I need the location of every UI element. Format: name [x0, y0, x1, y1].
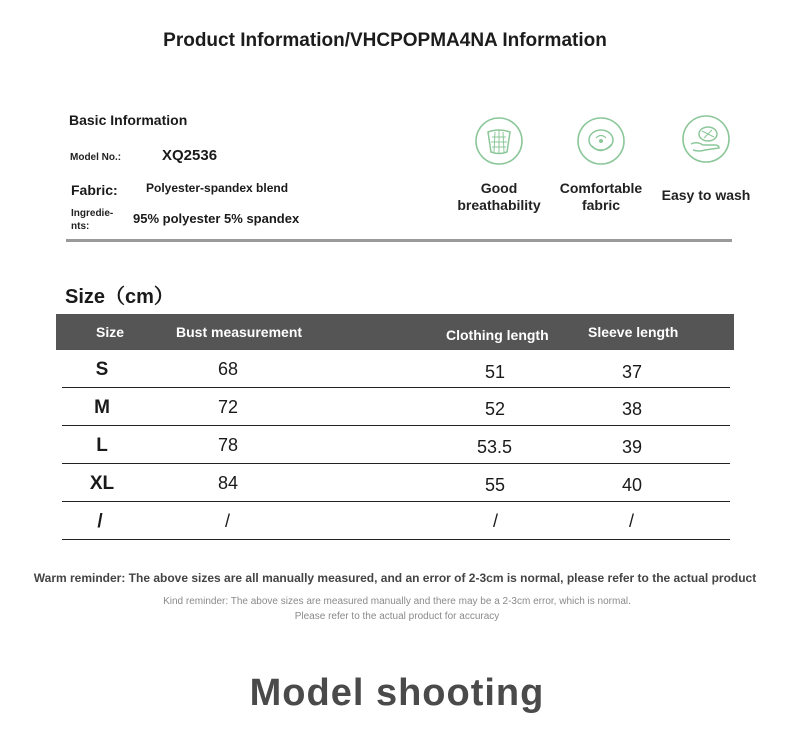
cell-bust: 78 [218, 435, 239, 455]
page-title: Product Information/VHCPOPMA4NA Information [163, 30, 607, 51]
model-label: Model No.: [70, 152, 122, 163]
cell-sleeve: 38 [622, 399, 643, 419]
cell-bust: 84 [218, 473, 239, 493]
fabric-label: Fabric: [71, 182, 118, 198]
cell-bust: 68 [218, 359, 239, 379]
cell-sleeve: 39 [622, 437, 643, 457]
size-table-header [56, 314, 734, 350]
soft-fabric-icon [576, 116, 626, 166]
cell-size: XL [89, 473, 115, 494]
cell-bust: 72 [218, 397, 239, 417]
cell-sleeve: / [629, 511, 635, 531]
model-value: XQ2536 [162, 147, 218, 164]
col-header-bust: Bust measurement [176, 324, 303, 340]
cell-bust: / [225, 511, 231, 531]
col-header-size: Size [96, 324, 125, 340]
table-row [62, 350, 730, 388]
feature-easy-wash [651, 114, 761, 204]
ingredients-label: Ingredie- nts: [71, 208, 114, 232]
warm-reminder: Warm reminder: The above sizes are all manually measured, and an error of 2-3cm is normal, please refer to the actual product [33, 571, 757, 585]
feature-breathability [444, 116, 554, 214]
cell-length: / [493, 511, 499, 531]
cell-sleeve: 37 [622, 362, 643, 382]
hand-wash-icon [681, 114, 731, 164]
table-row [62, 464, 730, 502]
basic-info-heading: Basic Information [69, 112, 188, 128]
cell-size: / [97, 511, 103, 532]
fabric-mesh-icon [474, 116, 524, 166]
feature-breathability-label: Good breathability [457, 180, 541, 213]
cell-length: 52 [485, 399, 506, 419]
feature-easy-wash-label: Easy to wash [661, 187, 751, 203]
kind-reminder-line1: Kind reminder: The above sizes are measured manually and there may be a 2-3cm error, which is normal. [163, 596, 631, 607]
kind-reminder [0, 594, 790, 624]
table-row [62, 502, 730, 540]
cell-length: 53.5 [477, 437, 513, 457]
feature-comfortable [546, 116, 656, 214]
cell-size: M [94, 397, 110, 418]
col-header-sleeve: Sleeve length [588, 324, 679, 340]
cell-size: L [96, 435, 108, 456]
table-row [62, 426, 730, 464]
feature-comfortable-label: Comfortable fabric [559, 180, 643, 213]
size-heading: Size（cm） [65, 286, 174, 308]
cell-sleeve: 40 [622, 475, 643, 495]
cell-size: S [95, 359, 109, 380]
ingredients-value: 95% polyester 5% spandex [133, 211, 300, 226]
cell-length: 55 [485, 475, 506, 495]
table-row [62, 388, 730, 426]
col-header-length: Clothing length [446, 327, 549, 343]
model-shooting-heading: Model shooting [249, 672, 545, 714]
section-divider [66, 239, 732, 242]
fabric-value: Polyester-spandex blend [146, 181, 289, 195]
kind-reminder-line2: Please refer to the actual product for accuracy [294, 611, 500, 622]
cell-length: 51 [485, 362, 506, 382]
